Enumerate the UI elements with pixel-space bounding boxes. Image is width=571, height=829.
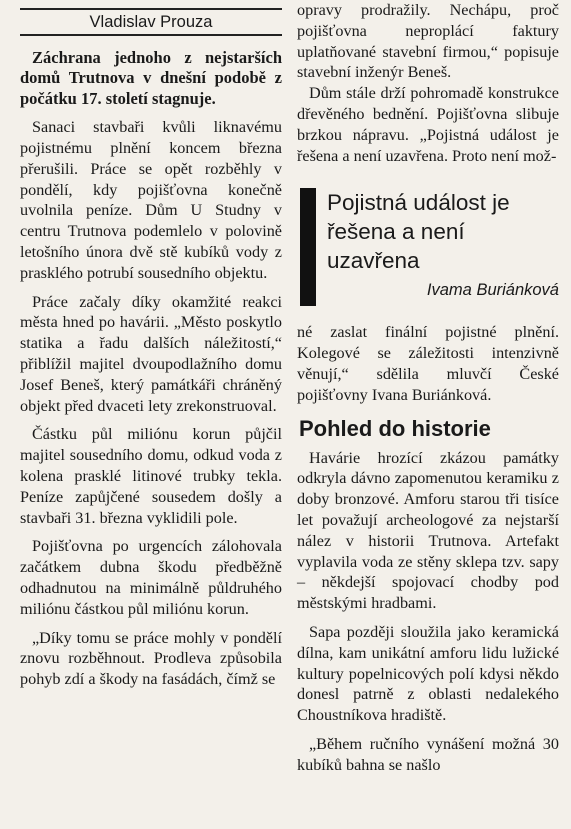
pull-quote-text: Pojistná událost je řešena a není uzavřena <box>327 190 510 274</box>
quote-bar <box>300 188 316 306</box>
paragraph: opravy prodražily. Nechápu, proč pojišťovna neproplácí faktury uplatňované stavební firmou,“ popisuje stavební inženýr Beneš. <box>297 1 559 82</box>
paragraph: Pojišťovna po urgencích zálohovala začátkem dubna škodu předběžně odhadnutou na minimálně půldruhého miliónu částkou půl miliónu korun. <box>20 537 282 618</box>
pull-quote-author: Ivama Buriánková <box>426 281 559 300</box>
right-column <box>297 0 559 776</box>
pull-quote <box>297 184 559 316</box>
paragraph: Havárie hrozící zkázou památky odkryla dávno zapomenutou keramiku z doby bronzové. Amforu starou tři tisíce let považují archeologové za nejstarší nález v historii Trutnova. Artefakt vyplavila voda ze stěny sklepa tzv. sapy – někdejší spojovací chodby pod městskými hradbami. <box>297 448 559 613</box>
paragraph: Práce začaly díky okamžité reakci města hned po havárii. „Město poskytlo statika a řadu dalších náležitostí,“ přiblížil majitel dvoupodlažního domu Josef Beneš, který památkáři chráněný objekt před dvaceti lety zrekonstruoval. <box>20 292 282 415</box>
paragraph: Sanaci stavbaři kvůli liknavému pojistnému plnění koncem března přerušili. Práce se opět rozběhly v pondělí, kdy pojišťovna konečně uvolnila peníze. Dům U Studny v centru Trutnova podemlelo v polovině letošního února dvě stě kubíků vody z prasklého potrubí sousedního objektu. <box>20 118 282 282</box>
paragraph: Částku půl miliónu korun půjčil majitel sousedního domu, odkud voda z kolena prasklé litinové trubky tekla. Peníze zapůjčené sousedem došly a stavbaři 31. března vyklidili pole. <box>20 425 282 527</box>
article-lead: Záchrana jednoho z nejstarších domů Trutnova v dnešní podobě z počátku 17. století stagnuje. <box>20 48 282 108</box>
author-name: Vladislav Prouza <box>89 13 213 31</box>
section-heading: Pohled do historie <box>299 415 491 441</box>
paragraph: „Během ručního vynášení možná 30 kubíků bahna se našlo <box>297 734 559 774</box>
paragraph: né zaslat finální pojistné plnění. Kolegové se záležitosti intenzivně věnují,“ sdělila mluvčí České pojišťovny Ivana Buriánková. <box>297 323 559 404</box>
paragraph: „Díky tomu se práce mohly v pondělí znovu rozběhnout. Prodleva způsobila pohyb zdí a škody na fasádách, čímž se <box>20 628 282 689</box>
byline <box>20 8 282 36</box>
paragraph: Sapa později sloužila jako keramická dílna, kam unikátní amforu lidu lužické kultury popelnicových polí kdysi někdo donesl patrně z oblasti nedalekého Choustníkova hradiště. <box>297 622 559 725</box>
left-column <box>20 0 282 690</box>
paragraph: Dům stále drží pohromadě konstrukce dřevěného bednění. Pojišťovna slibuje brzkou nápravu. „Pojistná událost je řešena a není uzavřena. Proto není mož- <box>297 84 559 165</box>
